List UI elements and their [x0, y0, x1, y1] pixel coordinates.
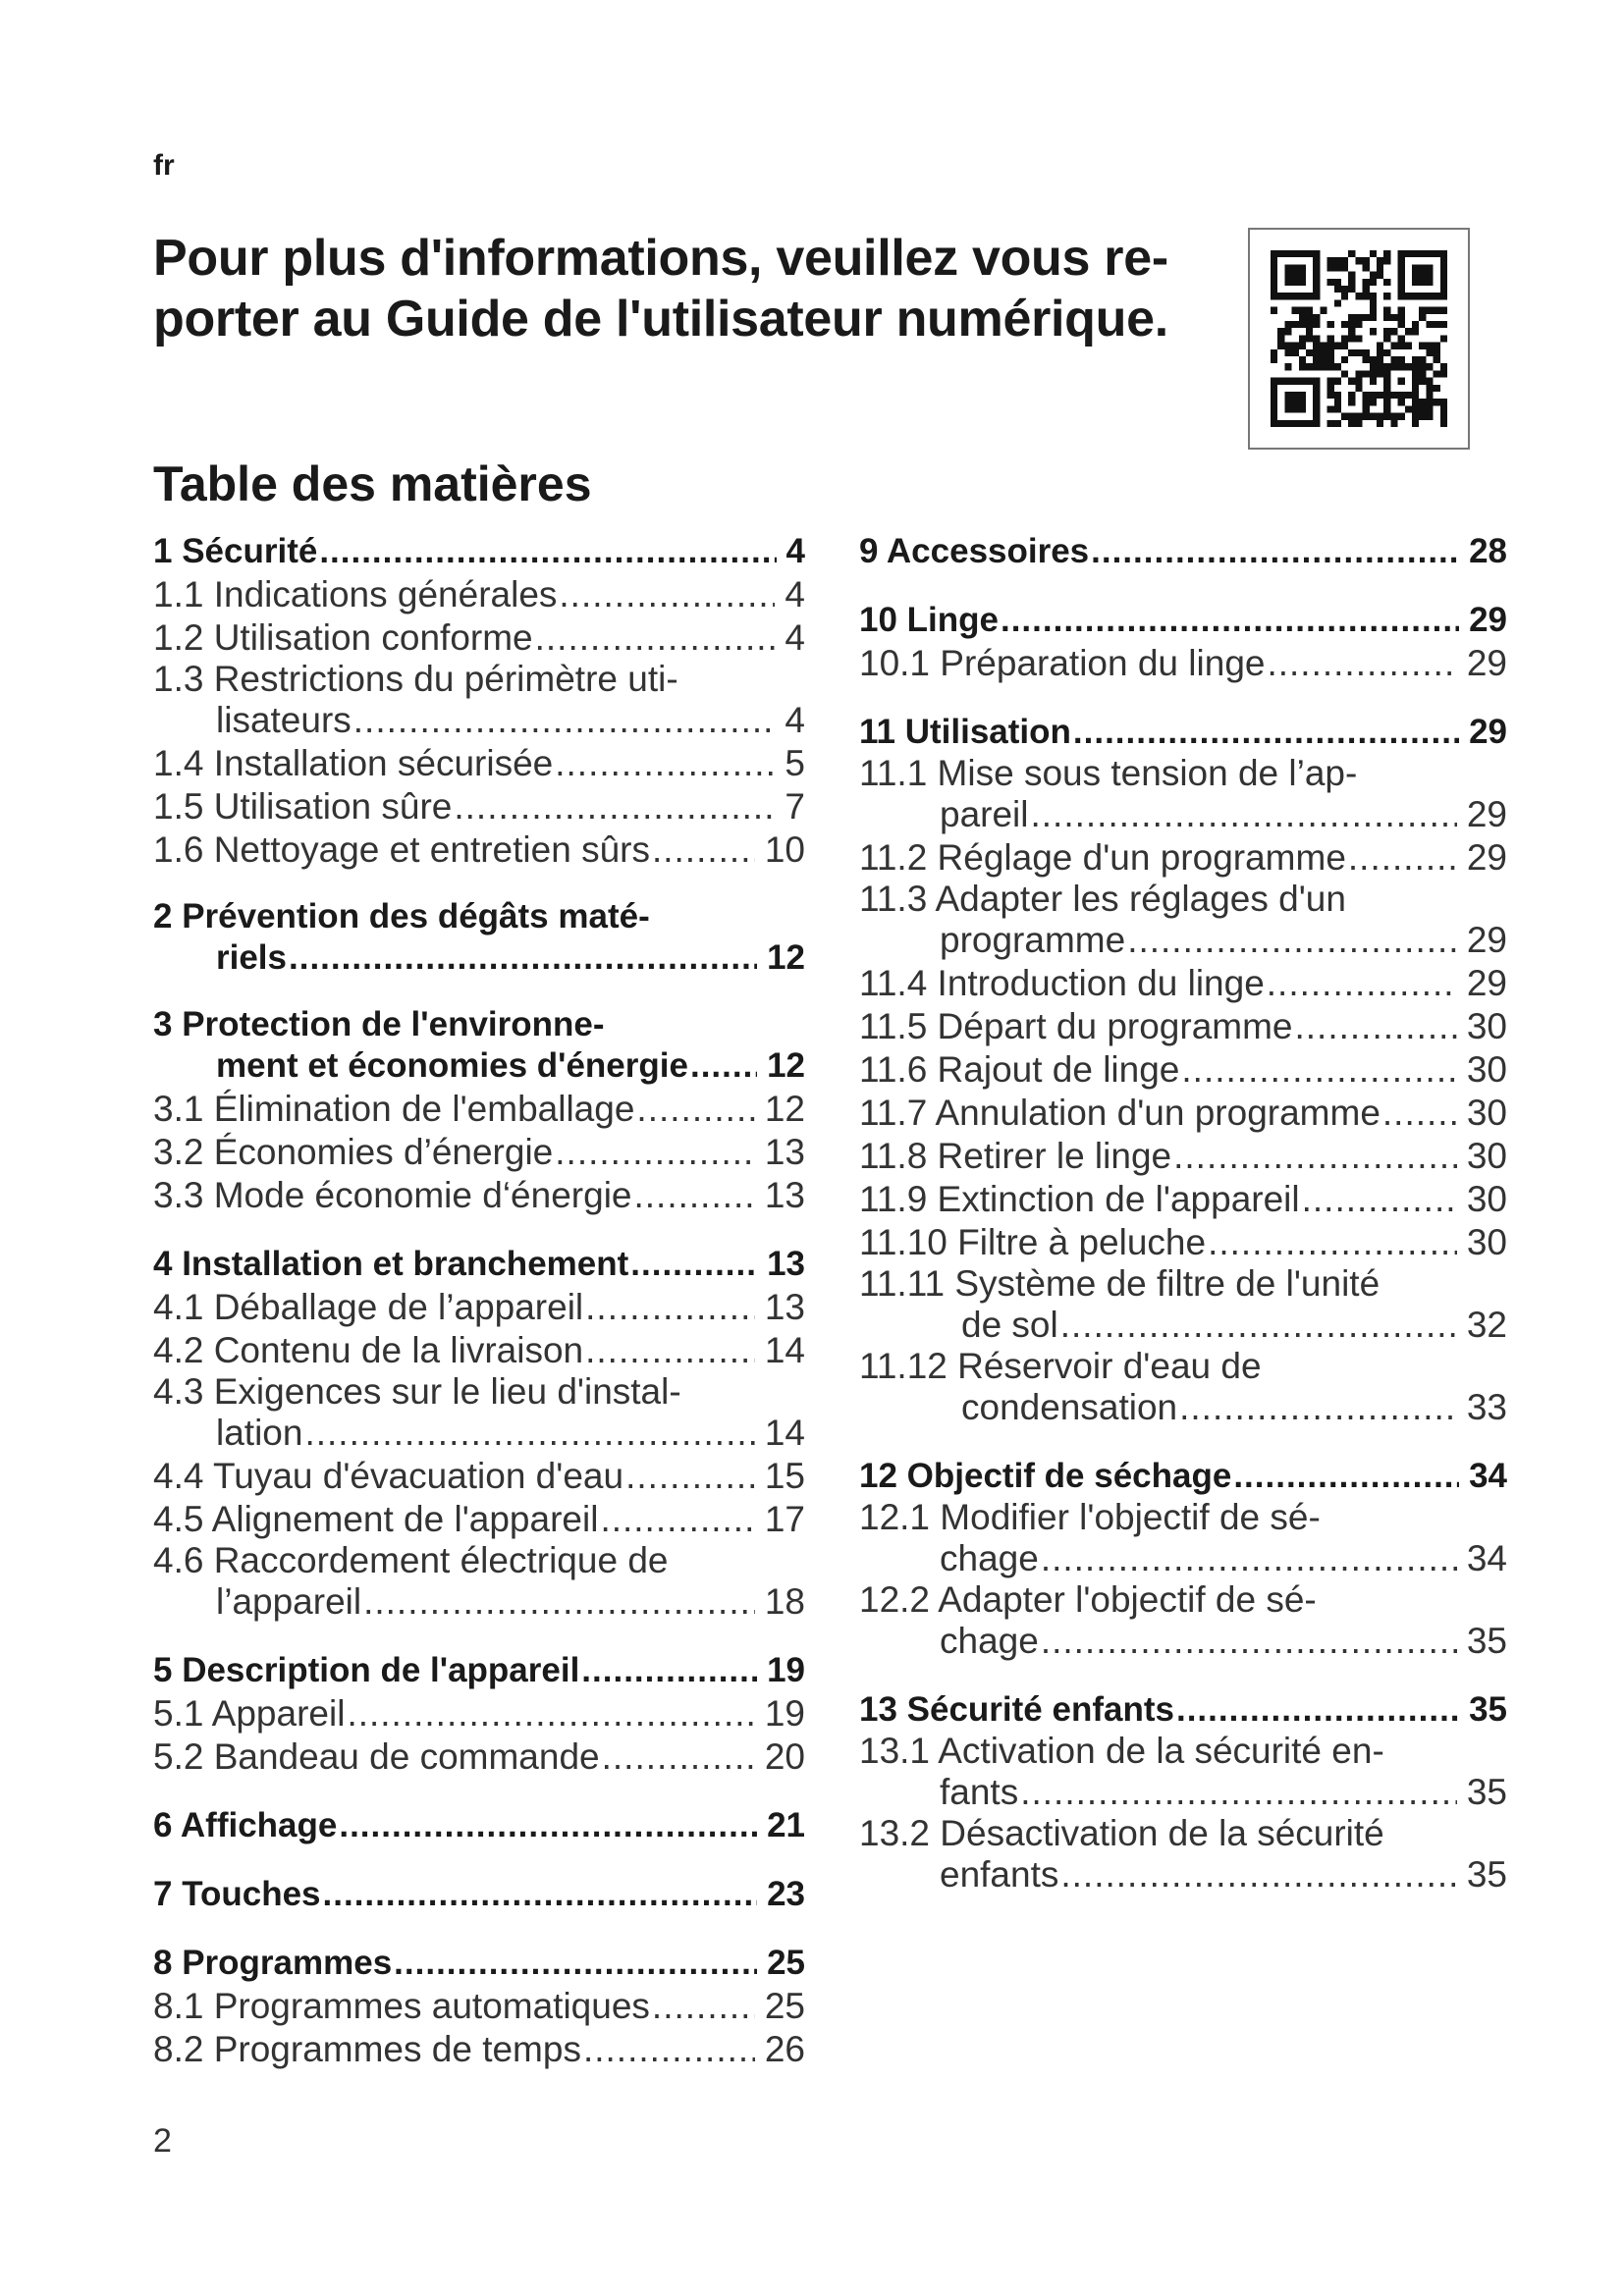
toc-entry-title: 3.1 Élimination de l'emballage: [153, 1089, 635, 1129]
toc-entry-page: 35: [1469, 1690, 1507, 1729]
toc-entry-page: 30: [1466, 1049, 1507, 1090]
toc-title: Table des matières: [153, 456, 592, 511]
toc-entry-title: l’appareil: [216, 1581, 362, 1622]
toc-entry-page: 5: [785, 743, 805, 783]
toc-chapter[interactable]: [153, 1873, 805, 1916]
toc-entry-title: 11.9 Extinction de l'appareil: [859, 1179, 1300, 1219]
toc-entry-page: 29: [1469, 713, 1507, 751]
page-headline: [153, 228, 1214, 349]
toc-entry-page: 29: [1466, 643, 1507, 683]
toc-section[interactable]: [859, 1092, 1507, 1135]
toc-section[interactable]: [153, 1174, 805, 1217]
toc-entry-title: 7 Touches: [153, 1875, 321, 1913]
toc-entry-title: condensation: [961, 1387, 1178, 1427]
toc-section[interactable]: [859, 1304, 1507, 1347]
qr-code-icon[interactable]: [1248, 228, 1470, 450]
toc-section[interactable]: [153, 699, 805, 742]
toc-entry-page: 34: [1469, 1457, 1507, 1495]
toc-entry-title: 4.5 Alignement de l'appareil: [153, 1499, 599, 1539]
toc-section[interactable]: [859, 793, 1507, 836]
toc-entry-page: 4: [785, 574, 805, 614]
toc-entry-title: 11.1 Mise sous tension de l’ap-: [859, 753, 1358, 793]
qr-code-graphic: [1271, 250, 1447, 427]
toc-entry-page: 13: [764, 1175, 805, 1215]
toc-section[interactable]: [859, 1135, 1507, 1178]
toc-section[interactable]: [153, 742, 805, 785]
toc-section[interactable]: [859, 1048, 1507, 1092]
toc-entry-title: 4.1 Déballage de l’appareil: [153, 1287, 584, 1327]
toc-section[interactable]: [153, 1735, 805, 1779]
toc-section[interactable]: [153, 1455, 805, 1498]
toc-entry-title: 2 Prévention des dégâts maté-: [153, 897, 650, 935]
toc-entry-page: 28: [1469, 532, 1507, 570]
toc-section[interactable]: [153, 828, 805, 872]
toc-chapter[interactable]: [859, 1455, 1507, 1498]
toc-entry-title: chage: [940, 1621, 1039, 1661]
toc-section[interactable]: [859, 919, 1507, 962]
toc-section[interactable]: [859, 1386, 1507, 1429]
toc-section[interactable]: [153, 1286, 805, 1329]
toc-chapter[interactable]: [153, 1243, 805, 1286]
toc-entry-title: 11.5 Départ du programme: [859, 1006, 1293, 1046]
toc-section[interactable]: [153, 1412, 805, 1455]
toc-entry-title: chage: [940, 1538, 1039, 1578]
toc-entry-page: 33: [1466, 1387, 1507, 1427]
toc-entry-page: 29: [1466, 963, 1507, 1003]
toc-section[interactable]: [859, 1178, 1507, 1221]
toc-entry-title: 12.2 Adapter l'objectif de sé-: [859, 1579, 1317, 1620]
toc-entry-title: 11.2 Réglage d'un programme: [859, 837, 1346, 878]
toc-section[interactable]: [153, 785, 805, 828]
toc-entry-page: 14: [764, 1330, 805, 1370]
toc-entry-title: de sol: [961, 1305, 1058, 1345]
toc-entry-title: 8.1 Programmes automatiques: [153, 1986, 650, 2026]
toc-section[interactable]: [859, 1537, 1507, 1580]
toc-section[interactable]: [153, 1692, 805, 1735]
toc-entry-page: 29: [1466, 837, 1507, 878]
toc-entry-title: 11 Utilisation: [859, 713, 1071, 751]
toc-entry-page: 29: [1469, 601, 1507, 639]
toc-entry-title: 5 Description de l'appareil: [153, 1651, 580, 1689]
toc-entry-title: 9 Accessoires: [859, 532, 1090, 570]
toc-chapter[interactable]: [153, 1804, 805, 1847]
toc-entry-page: 7: [785, 786, 805, 827]
toc-chapter[interactable]: [153, 530, 805, 573]
toc-entry-page: 4: [785, 532, 805, 570]
toc-entry-title: 6 Affichage: [153, 1806, 338, 1844]
toc-chapter[interactable]: [859, 599, 1507, 642]
toc-section[interactable]: [859, 1771, 1507, 1814]
toc-entry-title: 1.4 Installation sécurisée: [153, 743, 554, 783]
toc-entry-page: 14: [764, 1413, 805, 1453]
toc-entry-page: 10: [764, 829, 805, 870]
toc-entry-page: 13: [767, 1245, 805, 1283]
toc-section[interactable]: [153, 1329, 805, 1372]
toc-section[interactable]: [859, 642, 1507, 685]
toc-entry-title: 8 Programmes: [153, 1944, 393, 1982]
toc-entry-page: 35: [1466, 1854, 1507, 1895]
toc-chapter[interactable]: [153, 1044, 805, 1088]
toc-entry-title: 1 Sécurité: [153, 532, 318, 570]
toc-entry-page: 18: [764, 1581, 805, 1622]
toc-chapter[interactable]: [859, 711, 1507, 754]
toc-entry-title: 11.10 Filtre à peluche: [859, 1222, 1207, 1262]
toc-section[interactable]: [859, 1853, 1507, 1896]
toc-section[interactable]: [859, 962, 1507, 1005]
toc-entry-title: 10 Linge: [859, 601, 999, 639]
toc-entry-page: 12: [767, 938, 805, 977]
toc-entry-page: 15: [764, 1456, 805, 1496]
toc-entry-title: 13.1 Activation de la sécurité en-: [859, 1731, 1384, 1771]
toc-entry-title: 11.3 Adapter les réglages d'un: [859, 879, 1346, 919]
toc-chapter[interactable]: [153, 936, 805, 980]
toc-entry-title: lation: [216, 1413, 303, 1453]
toc-section[interactable]: [859, 1221, 1507, 1264]
toc-entry-title: 13.2 Désactivation de la sécurité: [859, 1813, 1384, 1853]
toc-entry-page: 19: [764, 1693, 805, 1734]
toc-entry-page: 30: [1466, 1179, 1507, 1219]
toc-section[interactable]: [153, 616, 805, 660]
toc-entry-title: 8.2 Programmes de temps: [153, 2029, 581, 2069]
toc-entry-title: 12.1 Modifier l'objectif de sé-: [859, 1497, 1321, 1537]
toc-entry-title: 11.7 Annulation d'un programme: [859, 1093, 1380, 1133]
toc-chapter[interactable]: [153, 1649, 805, 1692]
toc-entry-title: 11.4 Introduction du linge: [859, 963, 1265, 1003]
language-code: fr: [153, 149, 175, 182]
toc-section[interactable]: [859, 836, 1507, 880]
toc-entry-page: 17: [764, 1499, 805, 1539]
toc-chapter[interactable]: [859, 530, 1507, 573]
toc-entry-title: 1.6 Nettoyage et entretien sûrs: [153, 829, 650, 870]
toc-entry-page: 4: [785, 617, 805, 658]
toc-entry-title: 3.2 Économies d’énergie: [153, 1132, 554, 1172]
toc-entry-title: fants: [940, 1772, 1019, 1812]
toc-entry-title: 4.4 Tuyau d'évacuation d'eau: [153, 1456, 624, 1496]
toc-entry-page: 12: [767, 1046, 805, 1085]
toc-entry-title: 1.3 Restrictions du périmètre uti-: [153, 659, 678, 699]
toc-entry-title: riels: [216, 938, 287, 977]
toc-entry-title: 11.12 Réservoir d'eau de: [859, 1346, 1262, 1386]
toc-entry-page: 35: [1466, 1772, 1507, 1812]
toc-section[interactable]: [153, 1131, 805, 1174]
toc-entry-page: 13: [764, 1287, 805, 1327]
toc-entry-title: 12 Objectif de séchage: [859, 1457, 1232, 1495]
toc-entry-page: 13: [764, 1132, 805, 1172]
toc-entry-page: 30: [1466, 1222, 1507, 1262]
toc-section[interactable]: [153, 573, 805, 616]
toc-entry-page: 23: [767, 1875, 805, 1913]
toc-section[interactable]: [859, 1005, 1507, 1048]
toc-entry-title: 1.2 Utilisation conforme: [153, 617, 533, 658]
toc-entry-title: pareil: [940, 794, 1029, 834]
toc-entry-title: 4.3 Exigences sur le lieu d'instal-: [153, 1371, 681, 1412]
toc-section[interactable]: [153, 1498, 805, 1541]
toc-entry-title: 5.1 Appareil: [153, 1693, 346, 1734]
toc-entry-title: 3.3 Mode économie d‘énergie: [153, 1175, 632, 1215]
toc-entry-page: 35: [1466, 1621, 1507, 1661]
toc-entry-title: lisateurs: [216, 700, 352, 740]
toc-entry-title: ment et économies d'énergie: [216, 1046, 688, 1085]
toc-entry-page: 30: [1466, 1006, 1507, 1046]
toc-entry-page: 25: [767, 1944, 805, 1982]
headline-line: porter au Guide de l'utilisateur numérique.: [153, 291, 1168, 347]
toc-column-left: [153, 530, 805, 2071]
toc-entry-title: 3 Protection de l'environne-: [153, 1005, 605, 1043]
toc-entry-title: 1.1 Indications générales: [153, 574, 558, 614]
toc-entry-page: 34: [1466, 1538, 1507, 1578]
toc-entry-page: 19: [767, 1651, 805, 1689]
toc-entry-page: 20: [764, 1736, 805, 1777]
toc-entry-title: 1.5 Utilisation sûre: [153, 786, 453, 827]
toc-entry-title: 5.2 Bandeau de commande: [153, 1736, 600, 1777]
page-number: 2: [153, 2122, 172, 2160]
toc-entry-page: 25: [764, 1986, 805, 2026]
toc-section[interactable]: [153, 1580, 805, 1624]
toc-entry-page: 12: [764, 1089, 805, 1129]
toc-entry-page: 32: [1466, 1305, 1507, 1345]
toc-entry-title: programme: [940, 920, 1126, 960]
toc-entry-title: 4.6 Raccordement électrique de: [153, 1540, 669, 1580]
toc-section[interactable]: [153, 1985, 805, 2028]
toc-entry-page: 29: [1466, 794, 1507, 834]
toc-entry-title: 11.6 Rajout de linge: [859, 1049, 1180, 1090]
toc-entry-title: 13 Sécurité enfants: [859, 1690, 1174, 1729]
toc-entry-page: 21: [767, 1806, 805, 1844]
toc-chapter[interactable]: [153, 1942, 805, 1985]
toc-section[interactable]: [153, 2028, 805, 2071]
headline-line: Pour plus d'informations, veuillez vous re-: [153, 230, 1168, 287]
toc-column-right: [859, 530, 1507, 1896]
toc-entry-page: 30: [1466, 1136, 1507, 1176]
toc-section[interactable]: [153, 1088, 805, 1131]
toc-entry-title: 4.2 Contenu de la livraison: [153, 1330, 584, 1370]
toc-entry-title: 11.11 Système de filtre de l'unité: [859, 1263, 1380, 1304]
toc-section[interactable]: [859, 1620, 1507, 1663]
toc-entry-page: 30: [1466, 1093, 1507, 1133]
toc-entry-title: 11.8 Retirer le linge: [859, 1136, 1172, 1176]
toc-entry-page: 4: [785, 700, 805, 740]
toc-entry-page: 29: [1466, 920, 1507, 960]
toc-entry-title: 4 Installation et branchement: [153, 1245, 629, 1283]
toc-chapter[interactable]: [859, 1688, 1507, 1732]
toc-entry-title: enfants: [940, 1854, 1059, 1895]
toc-entry-page: 26: [764, 2029, 805, 2069]
toc-entry-title: 10.1 Préparation du linge: [859, 643, 1266, 683]
